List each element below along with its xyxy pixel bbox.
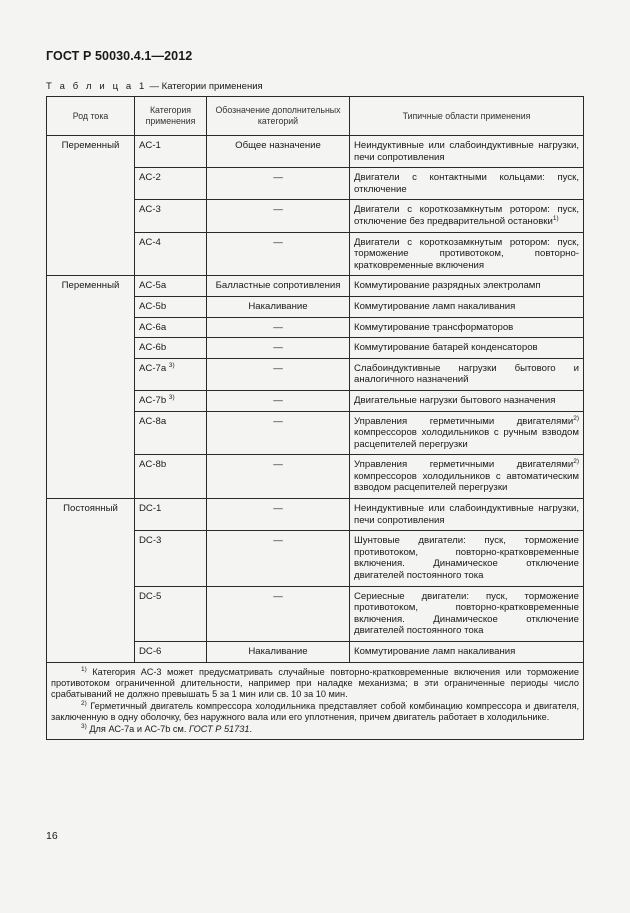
- footnote-ref: 2): [573, 458, 579, 466]
- category-code: DC-3: [139, 535, 162, 547]
- table-caption: [46, 81, 263, 92]
- typical-applications-text: Неиндуктивные или слабоиндуктивные нагрузки, печи сопротивления: [354, 140, 579, 163]
- typical-applications-cell: [350, 358, 584, 390]
- designation-cell: —: [207, 455, 350, 499]
- typical-applications-cell: [350, 276, 584, 297]
- typical-applications-cell: [350, 317, 584, 338]
- typical-applications-text: Коммутирование трансформаторов: [354, 321, 514, 333]
- typical-applications-cell: [350, 200, 584, 232]
- typical-applications-text: Сериесные двигатели: пуск, торможение противотоком, повторно-кратковременные включения. Динамическое отключение двигателей постоянного тока: [354, 590, 579, 637]
- current-kind-cell: Переменный: [47, 276, 135, 499]
- category-cell: [135, 499, 207, 531]
- typical-applications-text-tail: компрессоров холодильников с автоматическим взводом расцепителей перегрузки: [354, 470, 579, 494]
- typical-applications-cell: [350, 411, 584, 455]
- designation-cell: Накаливание: [207, 642, 350, 663]
- typical-applications-cell: [350, 232, 584, 276]
- document-title: ГОСТ Р 50030.4.1—2012: [46, 49, 193, 63]
- category-code: AC-7b: [139, 394, 167, 406]
- footnote-ref: 3): [168, 393, 175, 401]
- category-cell: [135, 232, 207, 276]
- category-cell: [135, 168, 207, 200]
- designation-cell: —: [207, 200, 350, 232]
- category-cell: [135, 136, 207, 168]
- designation-cell: —: [207, 586, 350, 641]
- category-cell: [135, 390, 207, 411]
- footnote-3: [51, 724, 579, 735]
- footnote-3-mark: 3): [81, 722, 87, 730]
- category-code: DC-5: [139, 590, 162, 602]
- table-caption-prefix: Т а б л и ц а 1: [46, 81, 147, 92]
- category-cell: [135, 296, 207, 317]
- footnotes-row: [47, 662, 584, 739]
- footnote-3-end: .: [249, 723, 253, 734]
- designation-cell: —: [207, 317, 350, 338]
- page-number: 16: [46, 830, 58, 842]
- footnote-3-text: Для АС-7а и АС-7b см.: [86, 723, 189, 734]
- category-code: AC-8a: [139, 415, 167, 427]
- footnote-1-text: Категория АС-3 может предусматривать случайные повторно-кратковременные включения или торможение противотоком ограниченной длительности, например при наладке механизма; в эти ограниченные периоды число срабатываний не должно превышать 5 за 1 мин или св. 10 за 10 мин.: [51, 666, 579, 700]
- typical-applications-cell: [350, 390, 584, 411]
- category-code: AC-1: [139, 140, 161, 151]
- designation-cell: —: [207, 390, 350, 411]
- footnote-ref: 2): [573, 414, 579, 422]
- header-category: Категория применения: [135, 97, 207, 136]
- category-cell: [135, 642, 207, 663]
- category-code: DC-6: [139, 646, 162, 657]
- typical-applications-text: Двигатели с короткозамкнутым ротором: пуск, торможение противотоком, повторно-кратковременные включения: [354, 236, 579, 271]
- category-code: AC-7a: [139, 362, 167, 374]
- category-cell: [135, 200, 207, 232]
- table-row: [47, 276, 584, 297]
- category-code: DC-1: [139, 503, 162, 515]
- footnote-ref: 3): [168, 361, 175, 369]
- typical-applications-text: Двигатели с короткозамкнутым ротором: пуск, отключение без предварительной остановки: [354, 204, 579, 227]
- footnote-3-reference: ГОСТ Р 51731: [188, 723, 250, 734]
- category-code: AC-3: [139, 204, 161, 216]
- designation-cell: —: [207, 338, 350, 359]
- categories-table: [46, 96, 584, 740]
- typical-applications-cell: [350, 296, 584, 317]
- header-designation: Обозначение дополнительных категорий: [207, 97, 350, 136]
- category-code: AC-4: [139, 236, 161, 248]
- category-cell: [135, 338, 207, 359]
- typical-applications-text: Коммутирование батарей конденсаторов: [354, 342, 538, 354]
- designation-cell: —: [207, 168, 350, 200]
- category-code: AC-6b: [139, 342, 167, 354]
- category-cell: [135, 411, 207, 455]
- category-cell: [135, 586, 207, 641]
- typical-applications-text: Коммутирование разрядных электроламп: [354, 280, 541, 292]
- current-kind-cell: Переменный: [47, 136, 135, 276]
- typical-applications-cell: [350, 531, 584, 586]
- header-typical-applications: Типичные области применения: [350, 97, 584, 136]
- footnote-2-mark: 2): [81, 699, 87, 707]
- typical-applications-text: Управления герметичными двигателями: [354, 415, 574, 427]
- table-body: [47, 136, 584, 663]
- category-code: AC-2: [139, 172, 161, 184]
- typical-applications-text-tail: компрессоров холодильников с ручным взводом расцепителей перегрузки: [354, 427, 579, 450]
- typical-applications-cell: [350, 642, 584, 663]
- typical-applications-text: Шунтовые двигатели: пуск, торможение противотоком, повторно-кратковременные включения. Динамическое отключение двигателей постоянного тока: [354, 535, 579, 582]
- current-kind-cell: Постоянный: [47, 499, 135, 663]
- typical-applications-cell: [350, 168, 584, 200]
- typical-applications-text: Слабоиндуктивные нагрузки бытового и аналогичного назначений: [354, 362, 579, 386]
- category-cell: [135, 455, 207, 499]
- typical-applications-cell: [350, 455, 584, 499]
- footnote-1-mark: 1): [81, 665, 87, 673]
- category-cell: [135, 276, 207, 297]
- typical-applications-cell: [350, 499, 584, 531]
- typical-applications-text: Управления герметичными двигателями: [354, 459, 574, 471]
- category-cell: [135, 358, 207, 390]
- typical-applications-text: Двигательные нагрузки бытового назначения: [354, 394, 556, 406]
- designation-cell: —: [207, 232, 350, 276]
- header-current-kind: Род тока: [47, 97, 135, 136]
- category-cell: [135, 317, 207, 338]
- typical-applications-text: Неиндуктивные или слабоиндуктивные нагрузки, печи сопротивления: [354, 503, 579, 526]
- designation-cell: Общее назначение: [207, 136, 350, 168]
- typical-applications-text: Коммутирование ламп накаливания: [354, 300, 516, 312]
- typical-applications-cell: [350, 136, 584, 168]
- typical-applications-text: Двигатели с контактными кольцами: пуск, отключение: [354, 172, 579, 195]
- designation-cell: —: [207, 358, 350, 390]
- typical-applications-text: Коммутирование ламп накаливания: [354, 646, 516, 657]
- category-code: AC-5b: [139, 300, 167, 312]
- designation-cell: —: [207, 411, 350, 455]
- table-row: [47, 136, 584, 168]
- table-row: [47, 499, 584, 531]
- table-caption-text: — Категории применения: [149, 81, 263, 92]
- designation-cell: —: [207, 531, 350, 586]
- category-cell: [135, 531, 207, 586]
- designation-cell: —: [207, 499, 350, 531]
- designation-cell: Балластные сопротивления: [207, 276, 350, 297]
- typical-applications-cell: [350, 586, 584, 641]
- designation-cell: Накаливание: [207, 296, 350, 317]
- category-code: AC-6a: [139, 321, 167, 333]
- footnote-2-text: Герметичный двигатель компрессора холодильника представляет собой комбинацию компрессора и двигателя, заключенную в одну оболочку, без наружного вала или его уплотнения, причем двигатель работает в холодильнике.: [51, 700, 579, 723]
- footnotes-cell: [47, 662, 584, 739]
- footnote-1: [51, 667, 579, 701]
- category-code: AC-8b: [139, 459, 167, 471]
- table-header-row: [47, 97, 584, 136]
- typical-applications-cell: [350, 338, 584, 359]
- footnote-2: [51, 701, 579, 724]
- footnote-ref: 1): [552, 214, 559, 222]
- category-code: AC-5a: [139, 280, 167, 292]
